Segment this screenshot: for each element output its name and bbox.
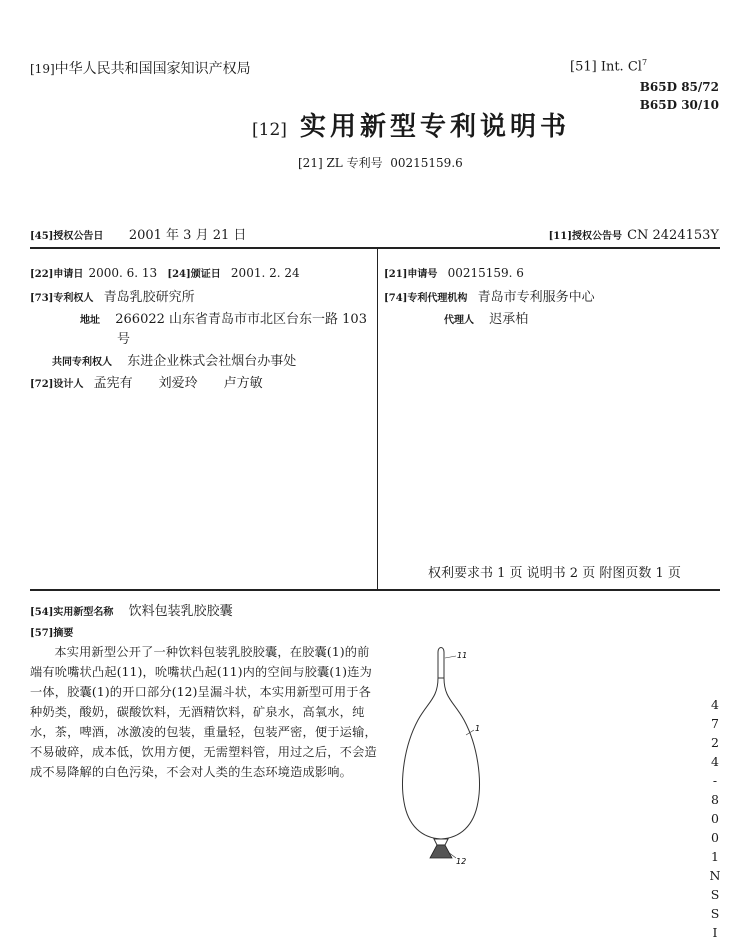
funnel-opening — [430, 845, 452, 858]
filing-row — [30, 262, 300, 281]
announce-no-value: CN 2424153Y — [627, 228, 719, 243]
announce-date-label: 授权公告日 — [53, 231, 104, 242]
abstract-label: 摘要 — [53, 628, 74, 639]
co-owner-row — [52, 350, 296, 369]
app-code: [21] — [384, 269, 408, 280]
announce-no-code: [11] — [548, 231, 572, 242]
ipc-class-1: B65D 85/72 — [639, 80, 719, 94]
document-title — [252, 106, 570, 143]
announcement-date — [30, 224, 246, 243]
capsule-outline — [403, 678, 480, 839]
leader-11 — [445, 656, 456, 658]
issn-char: - — [712, 773, 718, 788]
address-row — [80, 308, 367, 327]
designer-code: [72] — [30, 379, 54, 390]
office-code: [19] — [30, 62, 55, 76]
int-cl — [570, 58, 647, 74]
figure-label-1: 1 — [475, 724, 481, 733]
issn-char: 2 — [711, 735, 719, 750]
int-cl-version: 7 — [641, 58, 648, 67]
announcement-number — [549, 224, 719, 243]
address-line-2: 号 — [117, 332, 131, 347]
issn-char: N — [709, 868, 721, 883]
issn-char: 1 — [711, 849, 719, 864]
designer-label: 设计人 — [53, 379, 84, 390]
issn-char: 0 — [711, 830, 719, 845]
patent-number-label: ZL 专利号 — [326, 156, 383, 170]
abstract-text: 本实用新型公开了一种饮料包装乳胶胶囊，在胶囊(1)的前端有吮嘴状凸起(11)，吮嘴状凸起(11)内的空间与胶囊(1)连为一体，胶囊(1)的开口部分(12)呈漏斗状，本实用新型可用于各种奶类，酸奶，碳酸饮料，无酒精饮料，矿泉水，高氧水，纯水，茶，啤酒，冰激凌的包装，重量轻，包装严密，便于运输，不易破碎，成本低，饮用方便，无需塑料管，用过之后，不会造成不易降解的白色污染，不会对人类的生态环境造成影响。 — [30, 645, 377, 779]
abstract-heading — [30, 621, 73, 640]
spout-outline — [438, 648, 444, 679]
address-line-1: 266022 山东省青岛市市北区台东一路 103 — [115, 312, 367, 327]
neck-outline — [434, 839, 448, 845]
patent-number-code: [21] — [298, 156, 323, 170]
capsule-figure — [388, 640, 508, 870]
invention-name-row — [30, 600, 233, 619]
owner-value: 青岛乳胶研究所 — [103, 290, 195, 305]
owner-code: [73] — [30, 293, 54, 304]
filing-code: [22] — [30, 269, 54, 280]
owner-label: 专利权人 — [53, 293, 94, 304]
issn-char: 7 — [711, 716, 719, 731]
agent-row — [444, 308, 528, 327]
ipc-class-2: B65D 30/10 — [639, 98, 719, 112]
invention-name-value: 饮料包装乳胶胶囊 — [128, 604, 233, 619]
int-cl-label: Int. Cl — [600, 59, 642, 75]
designer-row — [30, 372, 263, 391]
app-value: 00215159. 6 — [447, 266, 524, 280]
issn-vertical — [703, 695, 727, 942]
agent-value: 迟承柏 — [489, 312, 529, 327]
patent-number — [298, 154, 463, 171]
issn-char: 0 — [711, 811, 719, 826]
owner-row — [30, 286, 195, 305]
filing-value: 2000. 6. 13 — [88, 266, 158, 280]
cert-value: 2001. 2. 24 — [230, 266, 300, 280]
figure-label-12: 12 — [456, 857, 467, 866]
figure-label-11: 11 — [457, 651, 468, 660]
issn-char: S — [710, 887, 720, 902]
office-name: 中华人民共和国国家知识产权局 — [54, 61, 251, 77]
int-cl-code: [51] — [570, 59, 597, 75]
title-code: [12] — [252, 120, 287, 140]
invention-name-label: 实用新型名称 — [53, 607, 114, 618]
agency-value: 青岛市专利服务中心 — [477, 290, 595, 305]
agency-label: 专利代理机构 — [407, 293, 468, 304]
cert-code: [24] — [167, 269, 191, 280]
co-owner-value: 东进企业株式会社烟台办事处 — [127, 354, 297, 369]
issn-char: S — [710, 906, 720, 921]
agency-row — [384, 286, 595, 305]
filing-label: 申请日 — [53, 269, 84, 280]
abstract-code: [57] — [30, 628, 54, 639]
announce-date-code: [45] — [30, 231, 54, 242]
office-header — [30, 58, 251, 78]
agency-code: [74] — [384, 293, 408, 304]
co-owner-label: 共同专利权人 — [52, 357, 112, 368]
issn-char: 4 — [711, 697, 719, 712]
cert-label: 颁证日 — [190, 269, 221, 280]
agent-label: 代理人 — [444, 315, 474, 326]
column-divider — [377, 249, 378, 589]
app-label: 申请号 — [407, 269, 438, 280]
rule-bottom — [30, 589, 720, 591]
address-label: 地址 — [80, 315, 100, 326]
invention-name-code: [54] — [30, 607, 54, 618]
issn-char: I — [712, 925, 718, 940]
announce-date-value: 2001 年 3 月 21 日 — [128, 228, 247, 243]
issn-char: 4 — [711, 754, 719, 769]
rule-top — [30, 247, 720, 249]
issn-char: 8 — [711, 792, 719, 807]
designers: 孟宪有 刘爱玲 卢方敏 — [93, 376, 263, 391]
patent-number-value: 00215159.6 — [390, 156, 463, 170]
page-counts: 权利要求书 1 页 说明书 2 页 附图页数 1 页 — [428, 566, 681, 581]
announce-no-label: 授权公告号 — [571, 231, 622, 242]
application-row — [384, 262, 524, 281]
title-text: 实用新型专利说明书 — [299, 112, 570, 142]
